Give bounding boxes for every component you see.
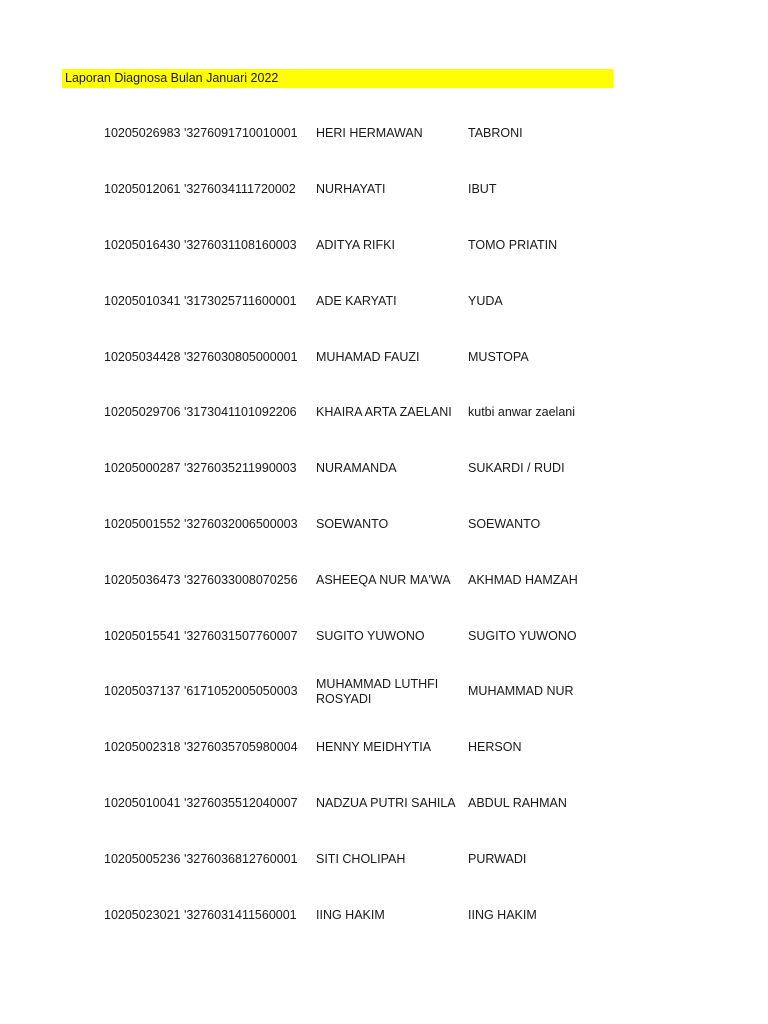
row-patient-name: NADZUA PUTRI SAHILA	[316, 795, 456, 810]
row-id: 10205012061 '3276034111720002	[104, 182, 296, 197]
row-id: 10205005236 '3276036812760001	[104, 851, 298, 866]
row-id: 10205015541 '3276031507760007	[104, 628, 298, 643]
table-row	[0, 273, 768, 329]
row-id: 10205036473 '3276033008070256	[104, 572, 298, 587]
row-id: 10205034428 '3276030805000001	[104, 349, 298, 364]
row-patient-name: HENNY MEIDHYTIA	[316, 740, 432, 755]
row-parent-name: PURWADI	[468, 851, 527, 866]
row-parent-name: YUDA	[468, 293, 503, 308]
table-row	[0, 664, 768, 720]
row-id: 10205001552 '3276032006500003	[104, 516, 298, 531]
row-patient-name: SOEWANTO	[316, 516, 389, 531]
row-patient-name: MUHAMMAD LUTHFI ROSYADI	[316, 676, 439, 706]
table-row	[0, 552, 768, 608]
row-parent-name: SUGITO YUWONO	[468, 628, 577, 643]
row-parent-name: MUHAMMAD NUR	[468, 684, 574, 699]
table-row	[0, 218, 768, 274]
row-patient-name: NURAMANDA	[316, 461, 397, 476]
row-patient-name: ADITYA RIFKI	[316, 237, 395, 252]
row-id: 10205029706 '3173041101092206	[104, 405, 297, 420]
row-id: 10205016430 '3276031108160003	[104, 237, 297, 252]
table-row	[0, 887, 768, 943]
row-patient-name: MUHAMAD FAUZI	[316, 349, 420, 364]
table-row	[0, 720, 768, 776]
table-row	[0, 497, 768, 553]
row-patient-name: ASHEEQA NUR MA'WA	[316, 572, 451, 587]
row-parent-name: SUKARDI / RUDI	[468, 461, 565, 476]
row-patient-name: SUGITO YUWONO	[316, 628, 425, 643]
row-id: 10205023021 '3276031411560001	[104, 907, 297, 922]
row-patient-name: ADE KARYATI	[316, 293, 397, 308]
row-patient-name: NURHAYATI	[316, 182, 386, 197]
table-row	[0, 385, 768, 441]
row-parent-name: ABDUL RAHMAN	[468, 795, 567, 810]
table-row	[0, 831, 768, 887]
row-parent-name: TOMO PRIATIN	[468, 237, 558, 252]
row-parent-name: kutbi anwar zaelani	[468, 405, 576, 420]
row-patient-name: KHAIRA ARTA ZAELANI	[316, 405, 452, 420]
table-row	[0, 441, 768, 497]
row-id: 10205026983 '3276091710010001	[104, 126, 298, 141]
report-title-highlight	[62, 69, 613, 88]
row-parent-name: IBUT	[468, 182, 497, 197]
row-id: 10205000287 '3276035211990003	[104, 461, 297, 476]
row-parent-name: HERSON	[468, 740, 522, 755]
table-row	[0, 776, 768, 832]
row-patient-name: HERI HERMAWAN	[316, 126, 423, 141]
row-parent-name: TABRONI	[468, 126, 523, 141]
table-row	[0, 162, 768, 218]
table-row	[0, 329, 768, 385]
row-id: 10205037137 '6171052005050003	[104, 684, 298, 699]
row-parent-name: SOEWANTO	[468, 516, 541, 531]
row-patient-name: IING HAKIM	[316, 907, 385, 922]
report-title: Laporan Diagnosa Bulan Januari 2022	[65, 71, 279, 85]
row-parent-name: MUSTOPA	[468, 349, 529, 364]
row-parent-name: IING HAKIM	[468, 907, 537, 922]
table-row	[0, 106, 768, 162]
row-id: 10205010041 '3276035512040007	[104, 795, 298, 810]
row-id: 10205010341 '3173025711600001	[104, 293, 297, 308]
table-row	[0, 608, 768, 664]
row-patient-name: SITI CHOLIPAH	[316, 851, 406, 866]
patient-list	[0, 106, 768, 943]
row-id: 10205002318 '3276035705980004	[104, 740, 298, 755]
row-parent-name: AKHMAD HAMZAH	[468, 572, 578, 587]
